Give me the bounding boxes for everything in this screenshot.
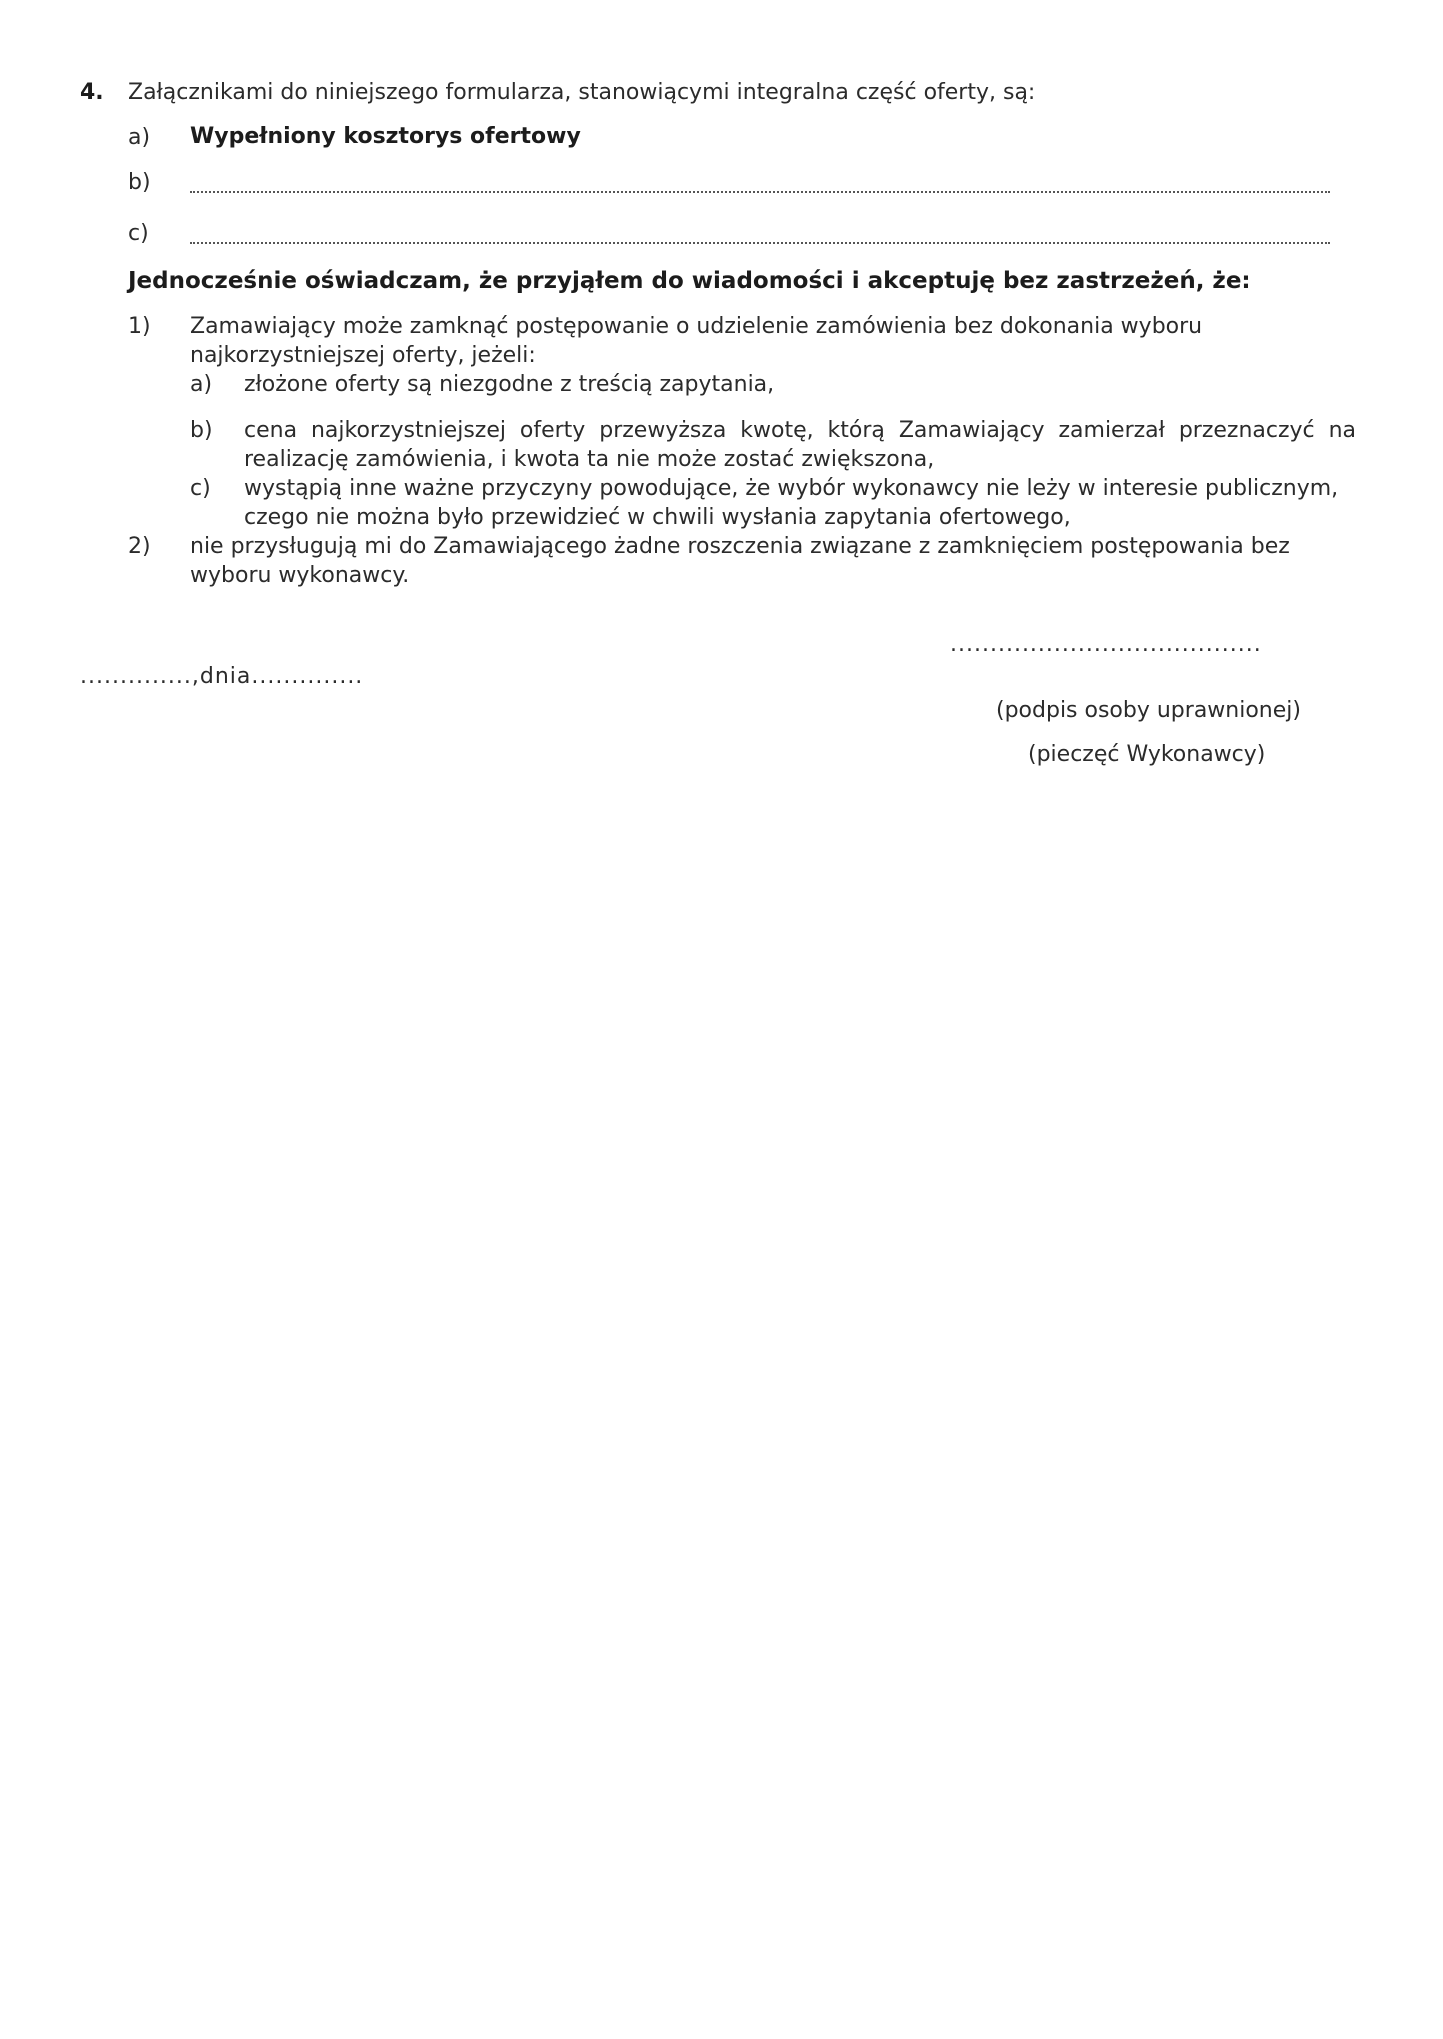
attachment-c-letter: c) bbox=[128, 221, 149, 246]
attachment-c-blank bbox=[190, 242, 1330, 244]
point-1b-letter: b) bbox=[190, 418, 213, 443]
point-2-line2: wyboru wykonawcy. bbox=[190, 563, 410, 588]
attachment-a-letter: a) bbox=[128, 125, 151, 150]
point-2-line1: nie przysługują mi do Zamawiającego żadne roszczenia związane z zamknięciem postępowania bez bbox=[190, 534, 1290, 559]
section-intro: Załącznikami do niniejszego formularza, stanowiącymi integralna część oferty, są: bbox=[128, 80, 1036, 105]
attachment-a-text: Wypełniony kosztorys ofertowy bbox=[190, 124, 581, 149]
signature-dots: ....................................... bbox=[950, 632, 1262, 657]
signature-caption: (podpis osoby uprawnionej) bbox=[996, 698, 1301, 723]
point-1c-line1: wystąpią inne ważne przyczyny powodujące, że wybór wykonawcy nie leży w interesie publicznym, bbox=[244, 476, 1339, 501]
section-number: 4. bbox=[80, 80, 104, 105]
point-1b-line2: realizację zamówienia, i kwota ta nie może zostać zwiększona, bbox=[244, 447, 935, 472]
point-1c-line2: czego nie można było przewidzieć w chwili wysłania zapytania ofertowego, bbox=[244, 505, 1071, 530]
point-1a-text: złożone oferty są niezgodne z treścią zapytania, bbox=[244, 372, 775, 397]
place-date-line: ..............,dnia.............. bbox=[80, 664, 364, 689]
attachment-b-blank bbox=[190, 191, 1330, 193]
point-1c-letter: c) bbox=[190, 476, 211, 501]
point-1a-letter: a) bbox=[190, 372, 213, 397]
point-1-line1: Zamawiający może zamknąć postępowanie o udzielenie zamówienia bez dokonania wyboru bbox=[190, 314, 1203, 339]
declaration-heading: Jednocześnie oświadczam, że przyjąłem do wiadomości i akceptuję bez zastrzeżeń, że: bbox=[128, 268, 1251, 294]
point-1-number: 1) bbox=[128, 314, 151, 339]
point-1-line2: najkorzystniejszej oferty, jeżeli: bbox=[190, 343, 536, 368]
stamp-caption: (pieczęć Wykonawcy) bbox=[1028, 742, 1266, 767]
point-2-number: 2) bbox=[128, 534, 151, 559]
attachment-b-letter: b) bbox=[128, 170, 151, 195]
point-1b-line1: cena najkorzystniejszej oferty przewyższa kwotę, którą Zamawiający zamierzał przeznaczyć na bbox=[244, 418, 1356, 443]
